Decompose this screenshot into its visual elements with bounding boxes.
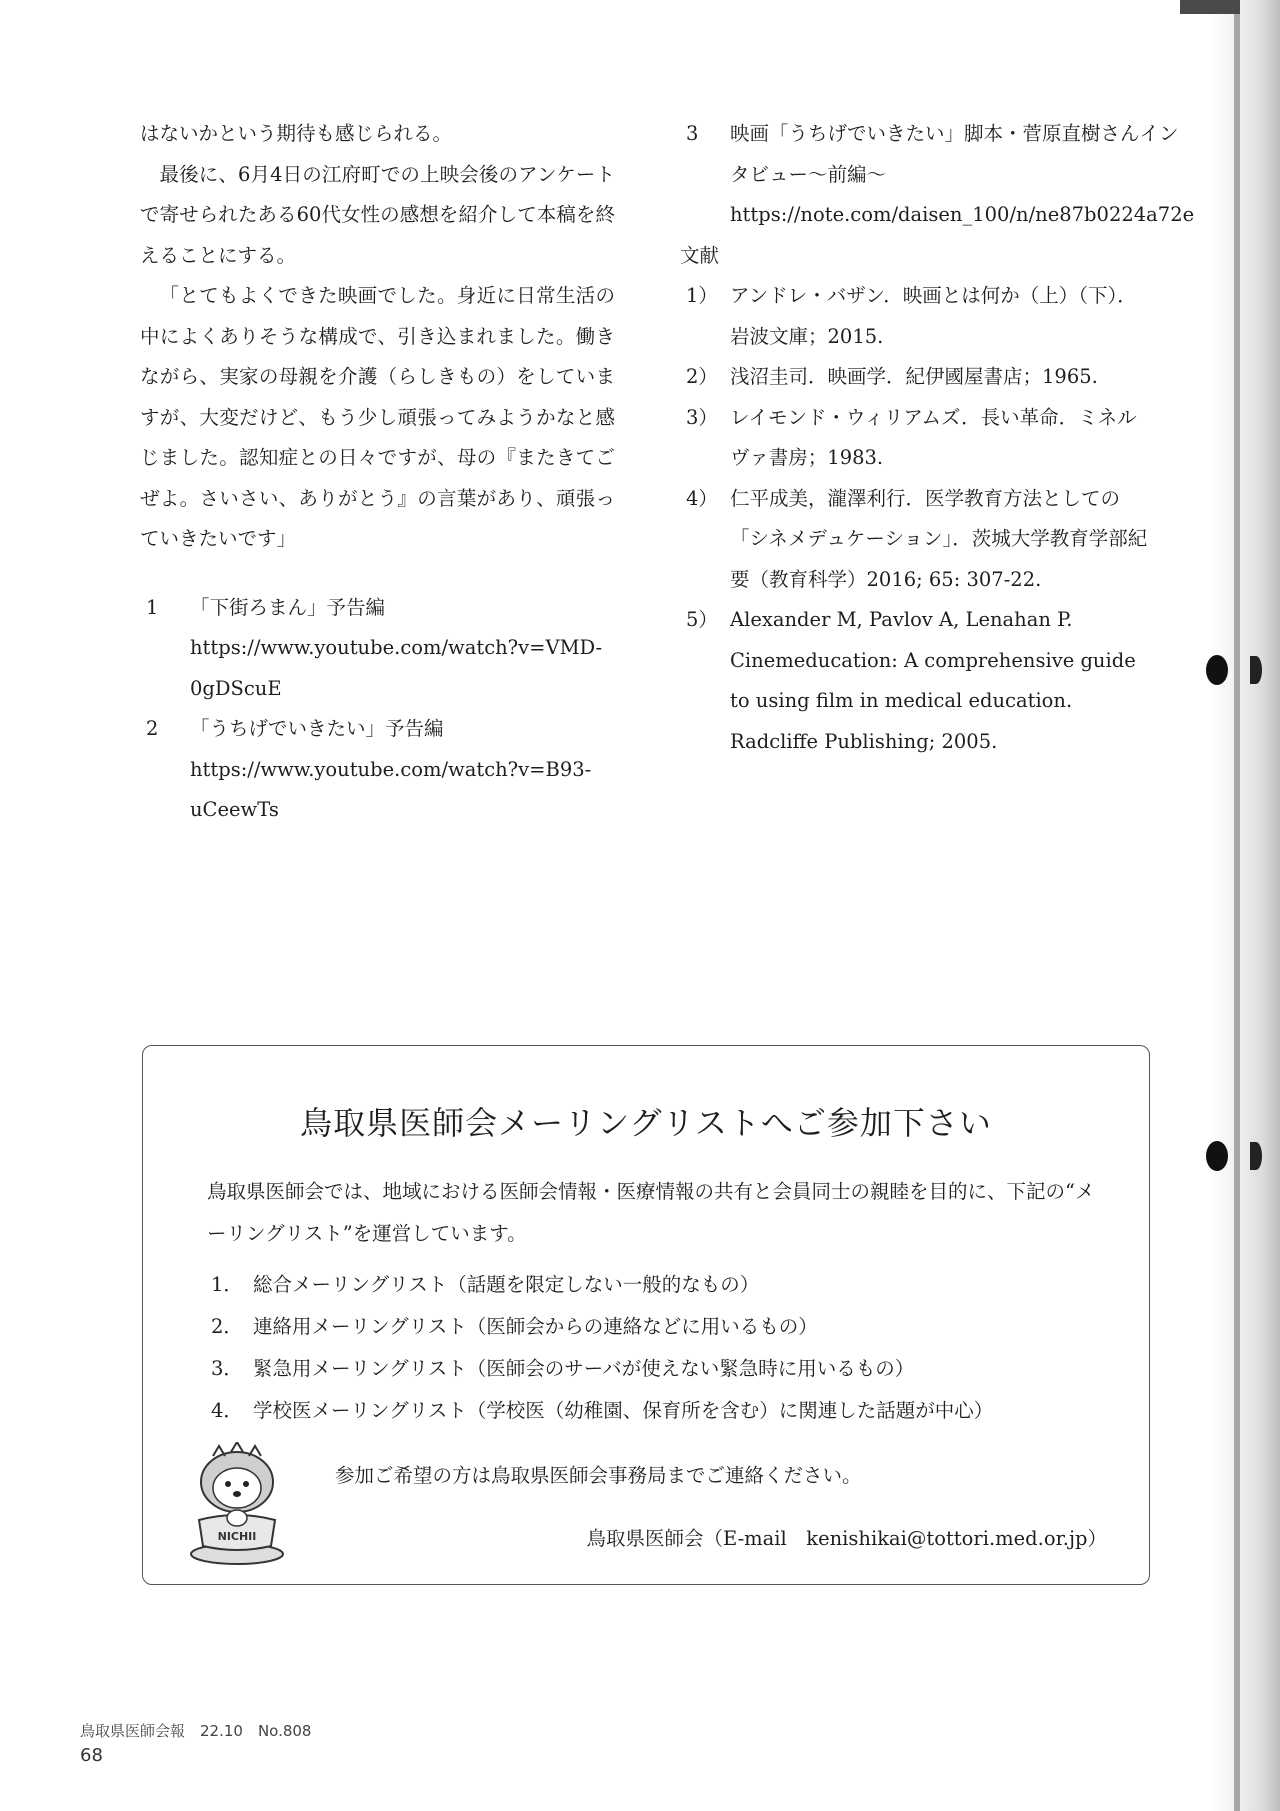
list-item bbox=[211, 1306, 993, 1348]
list-text: 学校医メーリングリスト（学校医（幼稚園、保育所を含む）に関連した話題が中心） bbox=[253, 1399, 994, 1422]
list-text: 緊急用メーリングリスト（医師会のサーバが使えない緊急時に用いるもの） bbox=[253, 1357, 915, 1380]
notice-title: 鳥取県医師会メーリングリストへご参加下さい bbox=[300, 1104, 992, 1142]
page-number: 68 bbox=[80, 1745, 103, 1766]
body-paragraph: はないかという期待も感じられる。 bbox=[140, 122, 453, 145]
notice-contact: 参加ご希望の方は鳥取県医師会事務局までご連絡ください。 bbox=[335, 1464, 862, 1487]
reference-text: アンドレ・バザン．映画とは何か（上）（下）．岩波文庫；2015. bbox=[730, 284, 1137, 348]
notice-intro: 鳥取県医師会では、地域における医師会情報・医療情報の共有と会員同士の親睦を目的に、下記の“メーリングリスト”を運営しています。 bbox=[207, 1180, 1095, 1245]
list-number: 4． bbox=[211, 1399, 243, 1422]
reference-item bbox=[680, 276, 1155, 357]
reference-text: Alexander M, Pavlov A, Lenahan P. Cinemeducation: A comprehensive guide to using film in medical education. Radcliffe Publishing; 2005. bbox=[730, 608, 1136, 753]
reference-item bbox=[680, 600, 1155, 762]
binder-clip bbox=[1180, 0, 1240, 14]
binder-spine bbox=[1234, 0, 1240, 1811]
note-item bbox=[140, 588, 615, 710]
note-item bbox=[680, 114, 1195, 236]
reference-text: 浅沼圭司．映画学．紀伊國屋書店；1965. bbox=[730, 365, 1098, 388]
punch-hole-icon bbox=[1250, 656, 1262, 684]
note-number: 1 bbox=[146, 595, 159, 619]
list-number: 3． bbox=[211, 1357, 243, 1380]
list-number: 1． bbox=[211, 1273, 243, 1296]
list-text: 連絡用メーリングリスト（医師会からの連絡などに用いるもの） bbox=[253, 1315, 818, 1338]
list-item bbox=[211, 1390, 993, 1432]
note-text: 映画「うちげでいきたい」脚本・菅原直樹さんインタビュー〜前編〜 https://note.com/daisen_100/n/ne87b0224a72e bbox=[730, 122, 1195, 226]
reference-number: 3） bbox=[686, 405, 718, 429]
note-number: 2 bbox=[146, 717, 159, 740]
reference-item bbox=[680, 357, 1155, 398]
reference-number: 5） bbox=[686, 608, 718, 631]
punch-hole-icon bbox=[1206, 1141, 1228, 1171]
note-item bbox=[140, 709, 615, 831]
note-text: 「下街ろまん」予告編 https://www.youtube.com/watch?v=VMD-0gDScuE bbox=[190, 595, 603, 700]
binder-edge bbox=[1210, 0, 1280, 1811]
punch-hole-icon bbox=[1206, 655, 1228, 685]
mailing-list-notice bbox=[142, 1045, 1150, 1585]
reference-item bbox=[680, 479, 1155, 601]
list-item bbox=[211, 1348, 993, 1390]
reference-item bbox=[680, 398, 1155, 479]
reference-number: 2） bbox=[686, 365, 718, 388]
mailing-list-items bbox=[211, 1264, 993, 1432]
list-number: 2． bbox=[211, 1315, 243, 1338]
note-number: 3 bbox=[686, 122, 699, 145]
references-heading: 文献 bbox=[680, 243, 720, 267]
reference-number: 4） bbox=[686, 486, 718, 510]
list-item bbox=[211, 1264, 993, 1306]
notes-list bbox=[140, 588, 615, 831]
note-text: 「うちげでいきたい」予告編 https://www.youtube.com/watch?v=B93-uCeewTs bbox=[190, 717, 592, 821]
journal-footer: 鳥取県医師会報 22.10 No.808 bbox=[80, 1722, 312, 1740]
reference-text: レイモンド・ウィリアムズ．長い革命．ミネルヴァ書房；1983. bbox=[730, 405, 1137, 469]
body-paragraph: 最後に、6月4日の江府町での上映会後のアンケートで寄せられたある60代女性の感想を紹介して本稿を終えることにする。 bbox=[140, 162, 615, 267]
mascot-icon bbox=[185, 1442, 289, 1566]
reference-number: 1） bbox=[686, 284, 718, 307]
body-paragraph: 「とてもよくできた映画でした。身近に日常生活の中によくありそうな構成で、引き込まれました。働きながら、実家の母親を介護（らしきもの）をしていますが、大変だけど、もう少し頑張ってみようかなと感じました。認知症との日々ですが、母の『またきてごぜよ。さいさい、ありがとう』の言葉があり、頑張っていきたいです」 bbox=[140, 284, 615, 550]
list-text: 総合メーリングリスト（話題を限定しない一般的なもの） bbox=[253, 1273, 760, 1296]
right-column bbox=[680, 114, 1195, 762]
reference-text: 仁平成美，瀧澤利行．医学教育方法としての「シネメデュケーション」．茨城大学教育学部紀要（教育科学）2016; 65: 307-22. bbox=[730, 486, 1148, 591]
mascot-label: NICHII bbox=[217, 1530, 257, 1543]
notice-email: 鳥取県医師会（E-mail kenishikai@tottori.med.or.jp） bbox=[586, 1527, 1107, 1550]
left-column bbox=[140, 114, 615, 831]
punch-hole-icon bbox=[1250, 1142, 1262, 1170]
